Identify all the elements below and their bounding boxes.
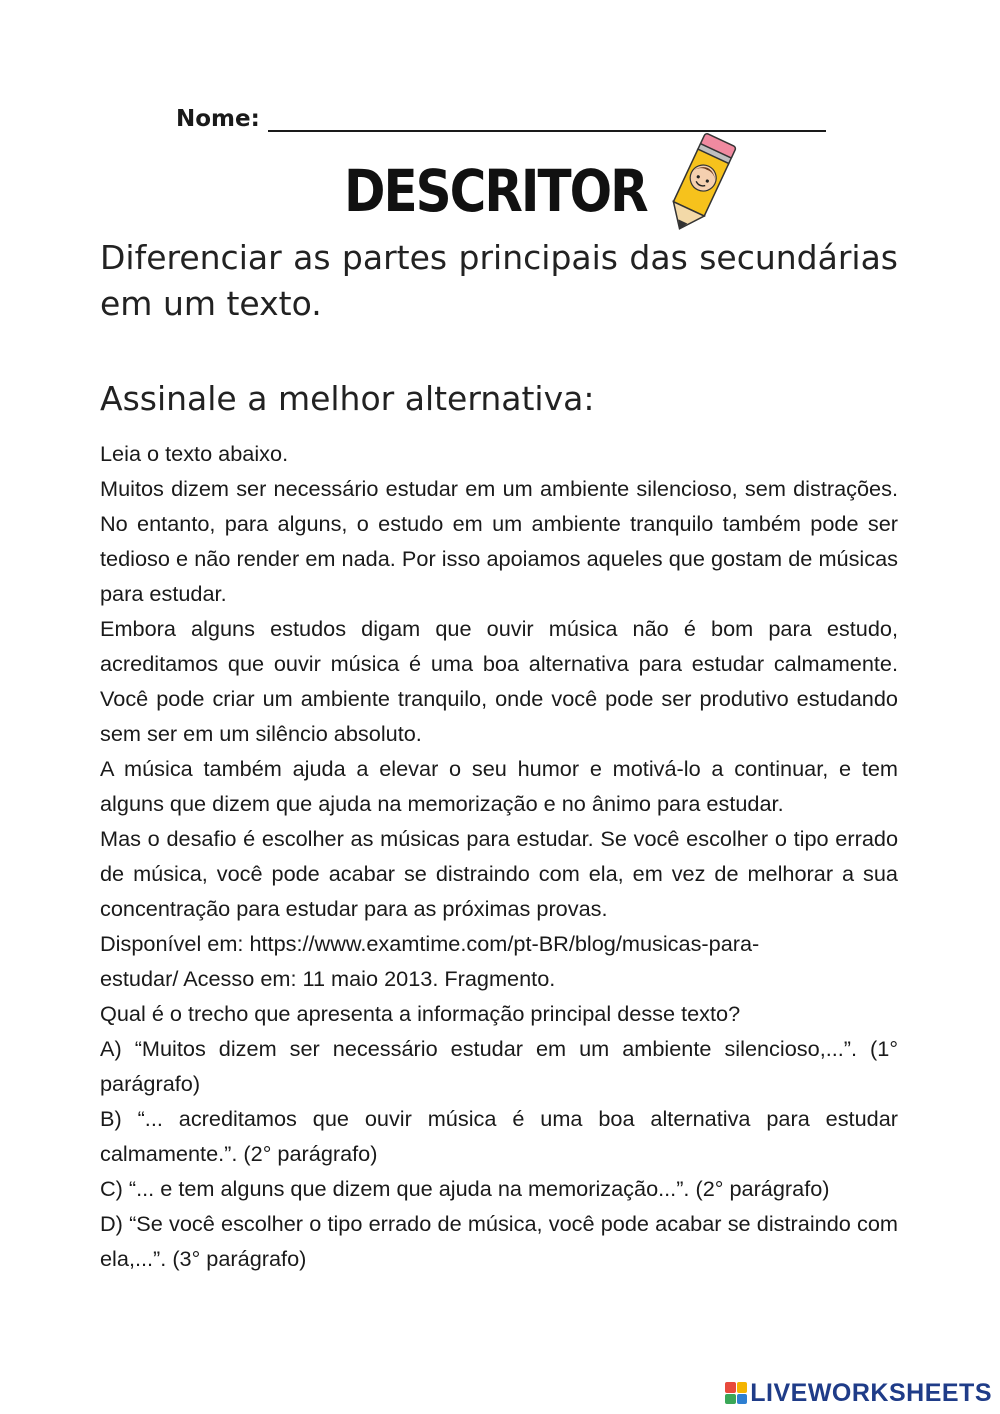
name-row: [176, 98, 826, 132]
pencil-character-icon: [662, 128, 742, 238]
reading-paragraph-3: A música também ajuda a elevar o seu humor e motivá-lo a continuar, e tem alguns que dizem que ajuda na memorização e no ânimo para estudar.: [100, 756, 898, 816]
reading-paragraph-2: Embora alguns estudos digam que ouvir música não é bom para estudo, acreditamos que ouvir música é uma boa alternativa para estudar calmamente. Você pode criar um ambiente tranquilo, onde você pode ser produtivo estudando sem ser em um silêncio absoluto.: [100, 616, 898, 746]
question-text: Qual é o trecho que apresenta a informação principal desse texto?: [100, 1001, 741, 1026]
title-block: [340, 150, 740, 230]
source-line-2: estudar/ Acesso em: 11 maio 2013. Fragmento.: [100, 966, 556, 991]
reading-paragraph-1: Muitos dizem ser necessário estudar em um ambiente silencioso, sem distrações. No entanto, para alguns, o estudo em um ambiente tranquilo também pode ser tedioso e não render em nada. Por isso apoiamos aqueles que gostam de músicas para estudar.: [100, 476, 898, 606]
name-label: Nome:: [176, 106, 260, 132]
logo-square-red: [725, 1382, 736, 1393]
option-b[interactable]: B) “... acreditamos que ouvir música é uma boa alternativa para estudar calmamente.”. (2° parágrafo): [100, 1106, 898, 1166]
option-a[interactable]: A) “Muitos dizem ser necessário estudar em um ambiente silencioso,...”. (1° parágrafo): [100, 1036, 898, 1096]
page-title: DESCRITOR: [344, 158, 647, 225]
option-d[interactable]: D) “Se você escolher o tipo errado de música, você pode acabar se distraindo com ela,...”. (3° parágrafo): [100, 1211, 898, 1271]
reading-paragraph-4: Mas o desafio é escolher as músicas para estudar. Se você escolher o tipo errado de música, você pode acabar se distraindo com ela, em vez de melhorar a sua concentração para estudar para as próximas provas.: [100, 826, 898, 921]
instruction-text: Assinale a melhor alternativa:: [100, 379, 595, 418]
reading-intro: Leia o texto abaixo.: [100, 441, 289, 466]
name-blank-line[interactable]: [268, 106, 826, 132]
logo-square-yellow: [737, 1382, 748, 1393]
reading-text-block: [100, 436, 898, 1276]
option-c[interactable]: C) “... e tem alguns que dizem que ajuda na memorização...”. (2° parágrafo): [100, 1176, 830, 1201]
liveworksheets-watermark: [725, 1378, 992, 1408]
source-line-1: Disponível em: https://www.examtime.com/pt-BR/blog/musicas-para-: [100, 931, 760, 956]
logo-square-blue: [737, 1394, 748, 1405]
liveworksheets-logo-icon: [725, 1382, 747, 1404]
logo-square-green: [725, 1394, 736, 1405]
descriptor-text: Diferenciar as partes principais das secundárias em um texto.: [100, 238, 898, 323]
watermark-text: LIVEWORKSHEETS: [750, 1378, 992, 1407]
